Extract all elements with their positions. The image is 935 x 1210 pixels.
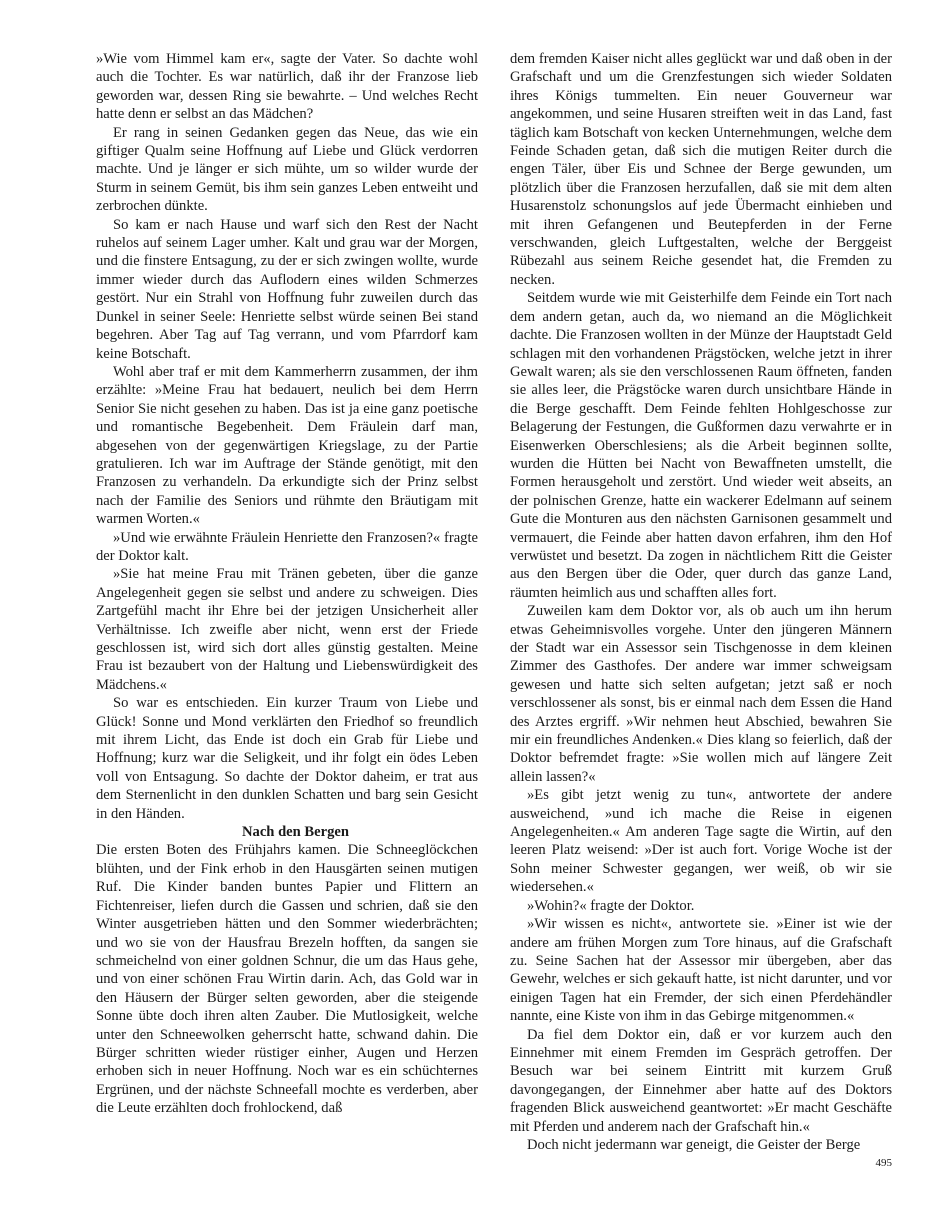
- left-column: [96, 50, 478, 1118]
- right-column: [510, 50, 892, 1154]
- paragraph: Seitdem wurde wie mit Geisterhilfe dem Feinde ein Tort nach dem andern getan, auch da, wo niemand an die Möglichkeit dachte. Die Franzosen wollten in der Münze der Hauptstadt Geld schlagen mit den vorhandenen Prägstöcken, welche jetzt in ihrer Gewalt waren; als sie den verschlossenen Raum öffneten, fanden sie alles leer, die Prägstöcke waren durch unsichtbare Hände in die Berge geschafft. Dem Feinde fehlten Hohlgeschosse zur Belagerung der Festungen, die Gußformen dazu verwahrte er in Eisenwerken Oberschlesiens; als die Arbeit beginnen sollte, wurden die Hütten bei Nacht von Bewaffneten umstellt, die Formen herausgeholt und zerstört. Und wieder weit abseits, an der polnischen Grenze, hatte ein wackerer Edelmann auf seinem Gute die Monturen aus den nächsten Garnisonen gesammelt und vermauert, die Feinde aber hatten davon erfahren, ihm den Hof verwüstet und besetzt. Da zogen in nächtlichem Ritt die Geister aus den Bergen über die Oder, quer durch das ganze Land, räumten heimlich aus und schafften alles fort.: [510, 290, 892, 601]
- paragraph: Zuweilen kam dem Doktor vor, als ob auch um ihn herum etwas Geheimnisvolles vorgehe. Unter den jüngeren Männern der Stadt war ein Assessor sein Tischgenosse in dem kleinen Zimmer des Gasthofes. Der andere war immer schweigsam gewesen und hatte sich selten aufgetan; jetzt saß er noch verschlossener als sonst, bis er einmal nach dem Essen die Hand des Arztes ergriff. »Wir nehmen heut Abschied, bewahren Sie mir ein freundliches Andenken.« Dies klang so feierlich, daß der Doktor befremdet fragte: »Sie wollen mich auf längere Zeit allein lassen?«: [510, 603, 892, 785]
- paragraph: Die ersten Boten des Frühjahrs kamen. Die Schneeglöckchen blühten, und der Fink erhob in den Hausgärten seinen mutigen Ruf. Die Kinder banden buntes Papier und Flittern an Fichtenreiser, liefen durch die Gassen und schrien, daß sie den Winter ausgetrieben hätten und den Sommer wiederbrächten; und wo sie von der Hausfrau Brezeln hofften, da sangen sie schmeichelnd von einer goldnen Schnur, die um das Haus gehe, und von einer schönen Frau Wirtin darin. Ach, das Gold war in den Häusern der Bürger selten geworden, aber die steigende Sonne übte doch ihren alten Zauber. Die Mutlosigkeit, welche unter den Schneewolken geherrscht hatte, schwand dahin. Die Bürger schritten wieder rüstiger einher, Augen und Herzen erhoben sich in neuer Hoffnung. Noch war es ein schüchternes Ergrünen, und der nächste Schneefall mochte es verderben, aber die Leute erzählten doch frohlockend, daß: [96, 842, 478, 1117]
- paragraph: Er rang in seinen Gedanken gegen das Neue, das wie ein giftiger Qualm seine Hoffnung auf Liebe und Glück verdorren machte. Und je länger er sich mühte, um so wilder wurde der Sturm in seinem Gemüt, bis ihm sein ganzes Leben entweiht und zerbrochen dünkte.: [96, 124, 478, 215]
- paragraph: Doch nicht jedermann war geneigt, die Geister der Berge: [527, 1136, 861, 1153]
- paragraph: »Sie hat meine Frau mit Tränen gebeten, über die ganze Angelegenheit gegen sie selbst und andere zu schweigen. Dies Zartgefühl macht ihr Ehre bei der jetzigen Unsicherheit aller Verhältnisse. Ich zweifle aber nicht, wenn erst der Friede geschlossen ist, wird sich dort alles günstig gestalten. Meine Frau ist bezaubert von der Haltung und Liebenswürdigkeit des Mädchens.«: [96, 566, 478, 693]
- paragraph: Wohl aber traf er mit dem Kammerherrn zusammen, der ihm erzählte: »Meine Frau hat bedauert, neulich bei dem Herrn Senior Sie nicht gesehen zu haben. Das ist ja eine ganz poetische und romantische Begebenheit. Dem Fräulein darf man, abgesehen von der gegenwärtigen Kriegslage, zu der Partie gratulieren. Ich war im Auftrage der Stände genötigt, mit den Franzosen zu verhandeln. Da erkundigte sich der Prinz selbst nach der Familie des Seniors und rühmte den Bräutigam mit warmen Worten.«: [96, 363, 478, 528]
- paragraph: »Und wie erwähnte Fräulein Henriette den Franzosen?« fragte der Doktor kalt.: [96, 529, 478, 564]
- paragraph: »Wie vom Himmel kam er«, sagte der Vater. So dachte wohl auch die Tochter. Es war natürlich, daß ihr der Franzose lieb geworden war, dessen Ring sie bewahrte. – Und welches Recht hatte denn er selbst an das Mädchen?: [96, 51, 478, 123]
- paragraph: dem fremden Kaiser nicht alles geglückt war und daß oben in der Grafschaft und um die Grenzfestungen sich wieder Soldaten ihres Königs tummelten. Ein neuer Gouverneur war angekommen, und seine Husaren streiften weit in das Land, fast täglich kam Botschaft von kecken Unternehmungen, welche dem Feinde Schaden getan, daß sich die mutigen Reiter durch die engen Täler, über Eis und Schnee der Berge gewunden, um plötzlich über die Franzosen herzufallen, daß sie mit dem alten Husarenstolz schonungslos auf jede Übermacht einhieben und mit ihren Gefangenen und Beutepferden in der Ferne verschwanden, gleich Luftgestalten, welche der Berggeist Rübezahl aus seinem Reiche gesendet hat, die Fremden zu necken.: [510, 51, 892, 288]
- paragraph: Da fiel dem Doktor ein, daß er vor kurzem auch den Einnehmer mit einem Fremden im Gespräch getroffen. Der Besuch war bei seinem Eintritt mit kurzem Gruß davongegangen, der Einnehmer aber hatte auf des Doktors fragenden Blick ausweichend geantwortet: »Er macht Geschäfte mit Pferden und anderem nach der Grafschaft hin.«: [510, 1026, 892, 1135]
- section-heading: Nach den Bergen: [241, 824, 350, 841]
- paragraph: »Wir wissen es nicht«, antwortete sie. »Einer ist wie der andere am frühen Morgen zum Tore hinaus, auf die Grafschaft zu. Seine Sachen hat der Assessor mir übergeben, aber das Gewehr, welches er sich gekauft hatte, ist nicht darunter, und vor einigen Tagen hat ein Fremder, der sich einen Pferdehändler nannte, eine Kiste von ihm in das Gebirge mitgenommen.«: [510, 916, 892, 1025]
- paragraph: So war es entschieden. Ein kurzer Traum von Liebe und Glück! Sonne und Mond verklärten den Friedhof so freundlich mit ihrem Licht, das Ende ist doch ein Grab für Liebe und Hoffnung; kurz war die Seligkeit, und ihr folgt ein ödes Leben voll von Entsagung. So dachte der Doktor daheim, er trat aus dem Sternenlicht in den dunklen Schatten und barg sein Gesicht in den Händen.: [96, 695, 478, 822]
- paragraph: So kam er nach Hause und warf sich den Rest der Nacht ruhelos auf seinem Lager umher. Kalt und grau war der Morgen, und die finstere Entsagung, zu der er sich zwingen wollte, wurde immer wieder durch das Auflodern eines wilden Schmerzes gestört. Nur ein Strahl von Hoffnung fuhr zuweilen durch das Dunkel in seiner Seele: Henriette selbst würde seinen Bei stand begehren. Aber Tag auf Tag verrann, und vom Pfarrdorf kam keine Botschaft.: [96, 216, 478, 362]
- paragraph: »Wohin?« fragte der Doktor.: [527, 897, 695, 914]
- page-number: 495: [875, 1157, 892, 1169]
- paragraph: »Es gibt jetzt wenig zu tun«, antwortete der andere ausweichend, »und ich mache die Reise in eigenen Angelegenheiten.« Am anderen Tage sagte die Wirtin, auf den leeren Platz weisend: »Der ist auch fort. Vorige Woche ist der Sohn meiner Schwester gegangen, wer weiß, ob wir sie wiedersehen.«: [510, 787, 892, 896]
